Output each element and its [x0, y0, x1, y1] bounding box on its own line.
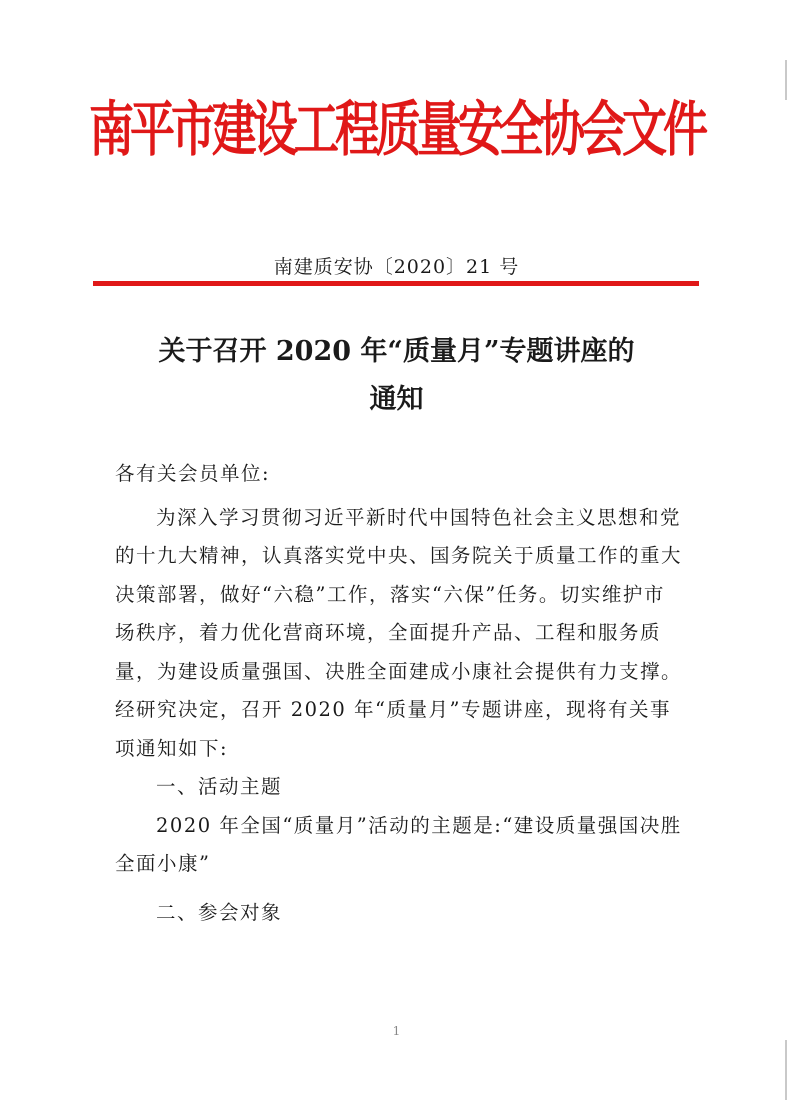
organization-header-title: 南平市建设工程质量安全协会文件 — [88, 94, 704, 165]
notice-title-line-2: 通知 — [369, 384, 424, 415]
notice-body — [115, 455, 685, 932]
intro-paragraph: 为深入学习贯彻习近平新时代中国特色社会主义思想和党的十九大精神，认真落实党中央、国务院关于质量工作的重大决策部署，做好“六稳”工作，落实“六保”任务。切实维护市场秩序，着力优化营商环境，全面提升产品、工程和服务质量，为建设质量强国、决胜全面建成小康社会提供有力支撑。经研究决定，召开 2020 年“质量月”专题讲座，现将有关事项通知如下: — [115, 505, 683, 760]
section-1-heading: 一、活动主题 — [156, 775, 283, 798]
scan-edge-mark — [785, 1040, 787, 1100]
salutation: 各有关会员单位: — [115, 462, 271, 485]
red-divider-line — [93, 281, 699, 286]
scan-edge-mark — [785, 60, 787, 100]
document-number: 南建质安协〔2020〕21 号 — [273, 256, 520, 278]
section-2-heading: 二、参会对象 — [156, 900, 283, 924]
section-1-text: 2020 年全国“质量月”活动的主题是:“建设质量强国决胜全面小康” — [115, 813, 682, 875]
notice-title-line-1: 关于召开 2020 年“质量月”专题讲座的 — [158, 336, 635, 367]
notice-title — [100, 328, 693, 424]
page-number: 1 — [392, 1024, 401, 1038]
